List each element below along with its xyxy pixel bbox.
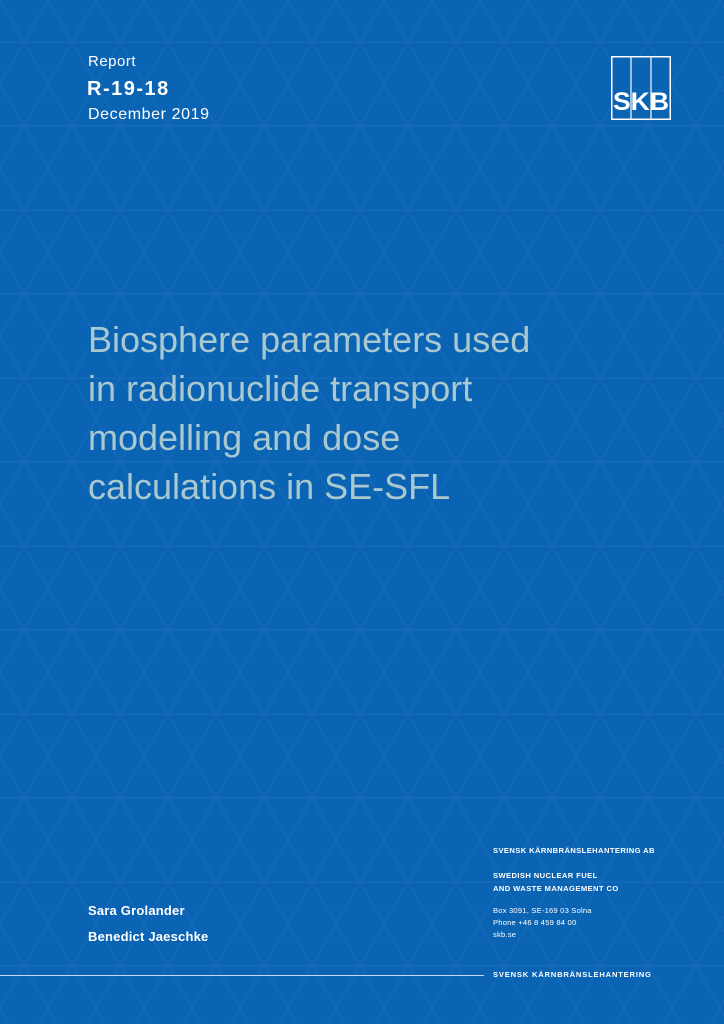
report-date: December 2019	[88, 106, 210, 123]
company-name-swedish: SVENSK KÄRNBRÄNSLEHANTERING AB	[493, 846, 655, 855]
title-line: Biosphere parameters used	[88, 319, 531, 360]
skb-logo	[611, 56, 671, 120]
title-line: in radionuclide transport	[88, 368, 473, 409]
report-type-label: Report	[88, 53, 137, 70]
company-phone: Phone +46 8 459 84 00	[493, 918, 577, 927]
skb-logo-text: SKB	[613, 88, 669, 116]
title-line: calculations in SE-SFL	[88, 466, 451, 507]
report-title	[88, 315, 648, 511]
footer-company-name: SVENSK KÄRNBRÄNSLEHANTERING	[493, 970, 652, 979]
company-address: Box 3091, SE-169 03 Solna	[493, 906, 592, 915]
author-name: Benedict Jaeschke	[88, 929, 209, 944]
company-website: skb.se	[493, 930, 517, 939]
footer-divider	[0, 975, 484, 976]
title-line: modelling and dose	[88, 417, 401, 458]
author-name: Sara Grolander	[88, 903, 185, 918]
company-name-english-line1: SWEDISH NUCLEAR FUEL	[493, 871, 598, 880]
report-number: R-19-18	[87, 78, 170, 100]
author-list	[88, 898, 208, 950]
company-info	[493, 844, 655, 941]
company-name-english-line2: AND WASTE MANAGEMENT CO	[493, 884, 619, 893]
